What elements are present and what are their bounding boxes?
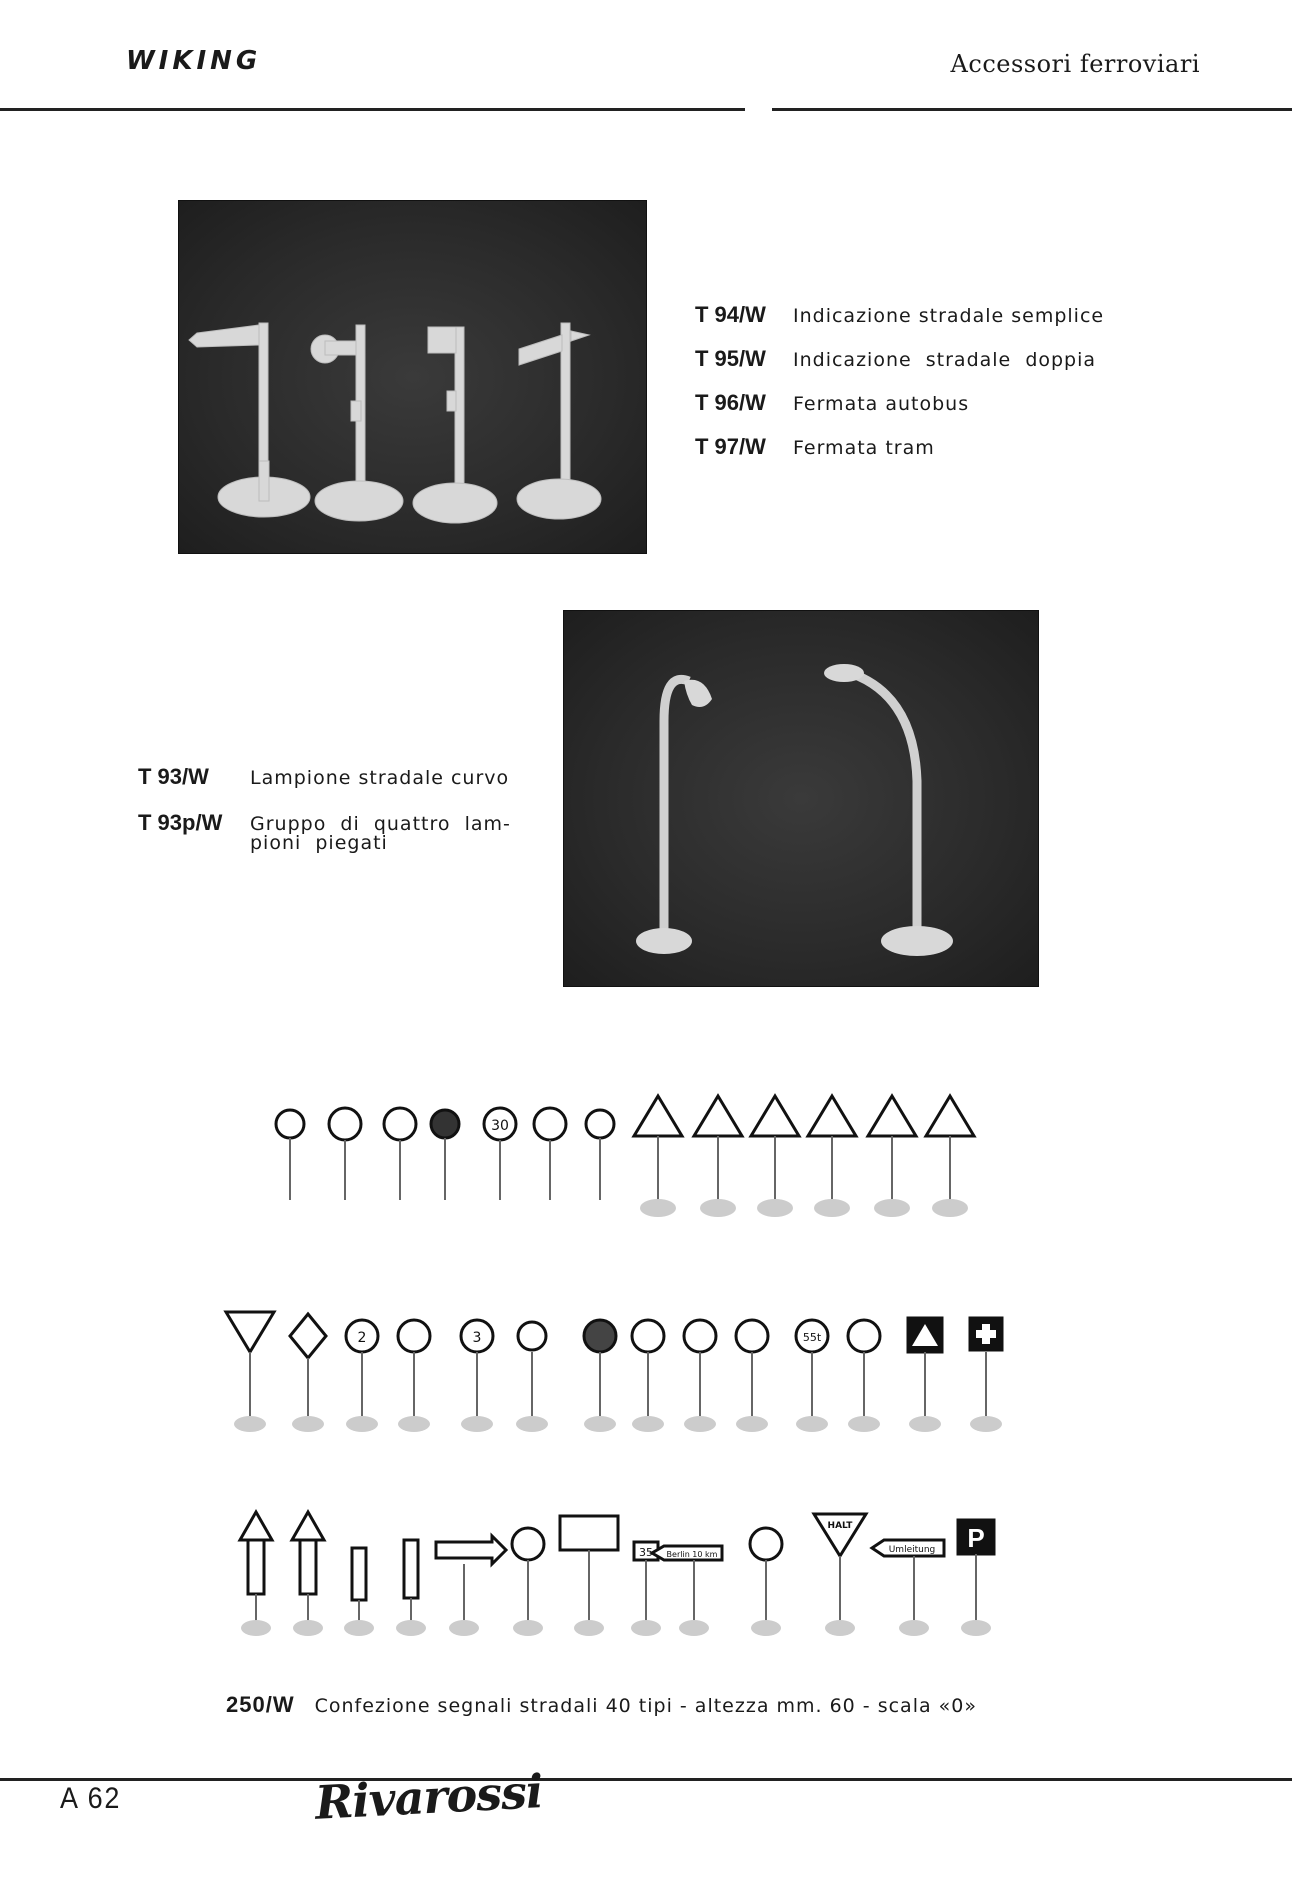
product-desc: Fermata autobus xyxy=(793,393,970,415)
sign-row-2 xyxy=(222,1306,1012,1446)
product-item xyxy=(695,304,1104,348)
product-code: T 97/W xyxy=(695,434,766,459)
header-rule-right xyxy=(772,108,1292,111)
sign-row-1-illustration xyxy=(270,1090,990,1230)
product-caption xyxy=(226,1692,977,1718)
speed-limit-30: 30 xyxy=(491,1118,509,1134)
product-desc: Fermata tram xyxy=(793,437,935,459)
road-indicators-illustration xyxy=(179,201,646,553)
sign-row-3 xyxy=(234,1500,1014,1650)
photo-street-lamps xyxy=(563,610,1039,987)
photo-road-indicators xyxy=(178,200,647,554)
product-item xyxy=(138,766,511,812)
street-lamps-illustration xyxy=(564,611,1038,986)
detour-umleitung: Umleitung xyxy=(888,1545,936,1555)
sign-row-3-illustration xyxy=(234,1500,1014,1650)
product-item xyxy=(695,392,1104,436)
product-code: T 94/W xyxy=(695,302,766,327)
publisher-logo: Rivarossi xyxy=(313,1764,544,1830)
min-speed-2: 2 xyxy=(357,1330,367,1346)
product-item xyxy=(138,812,511,853)
brand-title: WIKING xyxy=(126,46,262,76)
km-sign-35: 35 xyxy=(639,1546,653,1559)
product-desc: Indicazione stradale semplice xyxy=(793,305,1105,327)
product-desc: Indicazione stradale doppia xyxy=(793,349,1097,371)
section-title: Accessori ferroviari xyxy=(950,50,1200,78)
sign-row-1 xyxy=(270,1090,990,1230)
page-number: A 62 xyxy=(60,1782,122,1815)
direction-berlin: Berlin 10 km xyxy=(666,1550,718,1559)
product-desc-continued: pioni piegati xyxy=(250,832,388,854)
product-code: T 96/W xyxy=(695,390,766,415)
product-code: T 93p/W xyxy=(138,810,223,835)
product-item xyxy=(695,436,1104,480)
min-speed-3: 3 xyxy=(472,1330,482,1346)
product-code: T 95/W xyxy=(695,346,766,371)
product-list-2 xyxy=(138,766,511,853)
product-desc: Gruppo di quattro lam- xyxy=(250,813,511,835)
halt-sign: HALT xyxy=(827,1521,853,1531)
header-rule-left xyxy=(0,108,745,111)
product-list-1 xyxy=(695,304,1104,480)
caption-code: 250/W xyxy=(226,1692,295,1717)
caption-text: Confezione segnali stradali 40 tipi - altezza mm. 60 - scala «0» xyxy=(314,1695,977,1717)
sign-row-2-illustration xyxy=(222,1306,1012,1446)
product-item xyxy=(695,348,1104,392)
product-code: T 93/W xyxy=(138,764,209,789)
product-desc: Lampione stradale curvo xyxy=(250,767,510,789)
weight-limit-55t: 55t xyxy=(802,1331,822,1344)
parking-sign: P xyxy=(967,1523,985,1553)
footer-rule xyxy=(0,1778,1292,1781)
